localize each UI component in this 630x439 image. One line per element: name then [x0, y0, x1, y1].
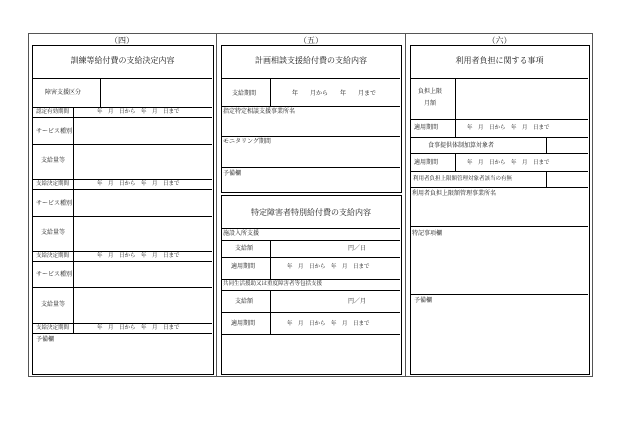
applicable-period-label: 適用期間 [231, 263, 256, 270]
form-title: 訓練等給付費の支給決定内容 [70, 56, 175, 65]
date-range: 年 月 日から 年 月 日まで [97, 109, 180, 115]
service-type-label: サービス種別 [36, 200, 73, 207]
applicable-period-label: 適用期間 [414, 159, 439, 166]
decision-period-label: 支給決定期間 [36, 325, 70, 331]
supply-amount-label: 支給量等 [41, 229, 66, 236]
yen-per-day: 円／日 [348, 245, 367, 252]
panel-5 [217, 33, 405, 377]
date-range: 年 月 日から 年 月 日まで [287, 264, 370, 270]
supply-amount-label: 支給量等 [41, 157, 66, 164]
remarks-label: 予備欄 [414, 297, 433, 304]
applicable-period-label: 適用期間 [231, 320, 256, 327]
date-range: 年 月 日から 年 月 日まで [97, 325, 180, 331]
supply-amount-label: 支給量等 [41, 301, 66, 308]
special-notes-label: 特記事項欄 [412, 230, 443, 237]
supply-range: 年 月から 年 月まで [292, 90, 377, 97]
group-home-label: 共同生活援助又は重度障害者等包括支援 [223, 281, 323, 287]
decision-period-label: 支給決定期間 [36, 253, 70, 259]
panel-number: （四） [110, 36, 134, 45]
facility-support-label: 施設入所支援 [223, 230, 260, 237]
supply-amount-label: 支給額 [235, 298, 254, 305]
panel-6 [406, 33, 593, 377]
cert-period-label: 認定有効期間 [36, 109, 70, 115]
applicable-period-label: 適用期間 [414, 124, 439, 131]
disability-class-label: 障害支援区分 [45, 89, 82, 96]
monthly-amount-label: 月額 [424, 100, 437, 107]
panel-number: （六） [487, 36, 512, 45]
designated-office-label: 指定特定相談支援事業所名 [223, 108, 296, 115]
yen-per-month: 円／月 [348, 298, 367, 305]
supply-period-label: 支給期間 [232, 90, 257, 97]
form-title: 利用者負担に関する事項 [455, 56, 544, 65]
panel-number: （五） [299, 36, 323, 45]
service-type-label: サービス種別 [36, 128, 73, 135]
benefit-decision-form [32, 45, 214, 375]
cap-mgmt-flag-label: 利用者負担上限額管理対象者該当の有無 [413, 176, 513, 182]
date-range: 年 月 日から 年 月 日まで [287, 321, 370, 327]
remarks-label: 予備欄 [223, 170, 242, 177]
panel-4 [28, 33, 216, 377]
date-range: 年 月 日から 年 月 日まで [467, 125, 550, 131]
plan-consultation-form [221, 45, 402, 193]
decision-period-label: 支給決定期間 [36, 181, 70, 187]
monitoring-label: モニタリング期間 [223, 138, 271, 145]
user-burden-form [410, 45, 590, 375]
meal-subsidy-label: 食事提供体制加算対象者 [428, 142, 495, 149]
remarks-label: 予備欄 [36, 336, 55, 343]
form-title: 特定障害者特別給付費の支給内容 [251, 208, 371, 217]
service-type-label: サービス種別 [36, 271, 73, 278]
special-benefit-form [221, 195, 402, 375]
burden-cap-label: 負担上限 [418, 88, 443, 95]
date-range: 年 月 日から 年 月 日まで [467, 160, 550, 166]
date-range: 年 月 日から 年 月 日まで [97, 253, 180, 259]
date-range: 年 月 日から 年 月 日まで [97, 181, 180, 187]
cap-mgmt-office-label: 利用者負担上限額管理事業所名 [412, 190, 497, 197]
form-title: 計画相談支援給付費の支給内容 [255, 56, 367, 65]
supply-amount-label: 支給額 [235, 245, 254, 252]
